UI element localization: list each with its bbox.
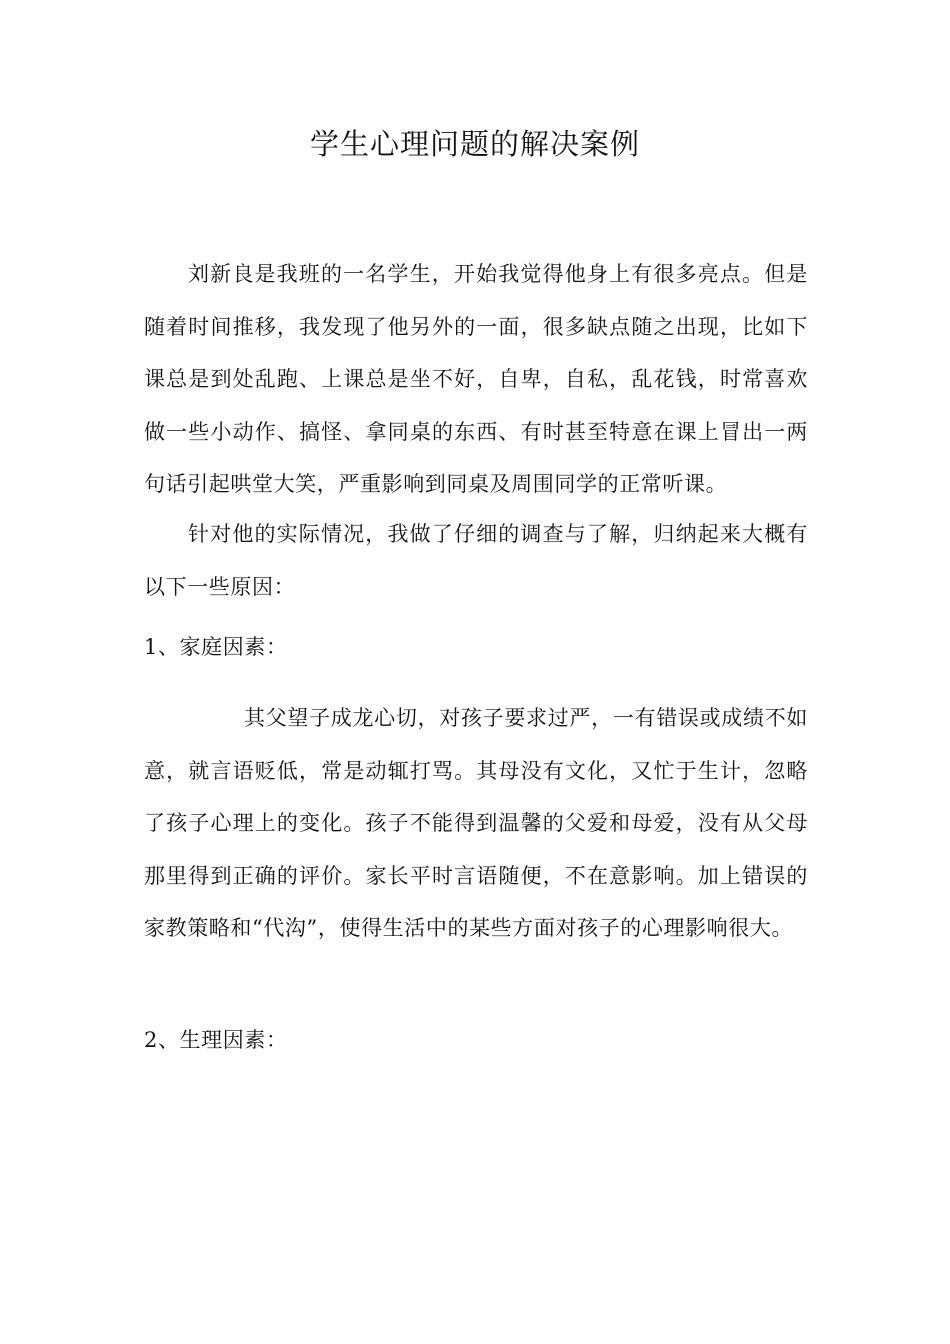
section-heading-family: 1、家庭因素： (144, 635, 288, 659)
paragraph-causes-intro: 针对他的实际情况，我做了仔细的调查与了解，归纳起来大概有以下一些原因： (144, 522, 808, 599)
paragraph-intro: 刘新良是我班的一名学生，开始我觉得他身上有很多亮点。但是随着时间推移，我发现了他另外的一面，很多缺点随之出现，比如下课总是到处乱跑、上课总是坐不好，自卑，自私，乱花钱，时常喜欢做一些小动作、搞怪、拿同桌的东西、有时甚至特意在课上冒出一两句话引起哄堂大笑，严重影响到同桌及周围同学的正常听课。 (144, 262, 808, 496)
paragraph-family-factors: 其父望子成龙心切，对孩子要求过严，一有错误或成绩不如意，就言语贬低，常是动辄打骂。其母没有文化，又忙于生计，忽略了孩子心理上的变化。孩子不能得到温馨的父爱和母爱，没有从父母那里得到正确的评价。家长平时言语随便，不在意影响。加上错误的家教策略和“代沟”，使得生活中的某些方面对孩子的心理影响很大。 (144, 706, 808, 940)
document-title: 学生心理问题的解决案例 (309, 127, 640, 161)
section-heading-physiology: 2、生理因素： (144, 1028, 288, 1052)
